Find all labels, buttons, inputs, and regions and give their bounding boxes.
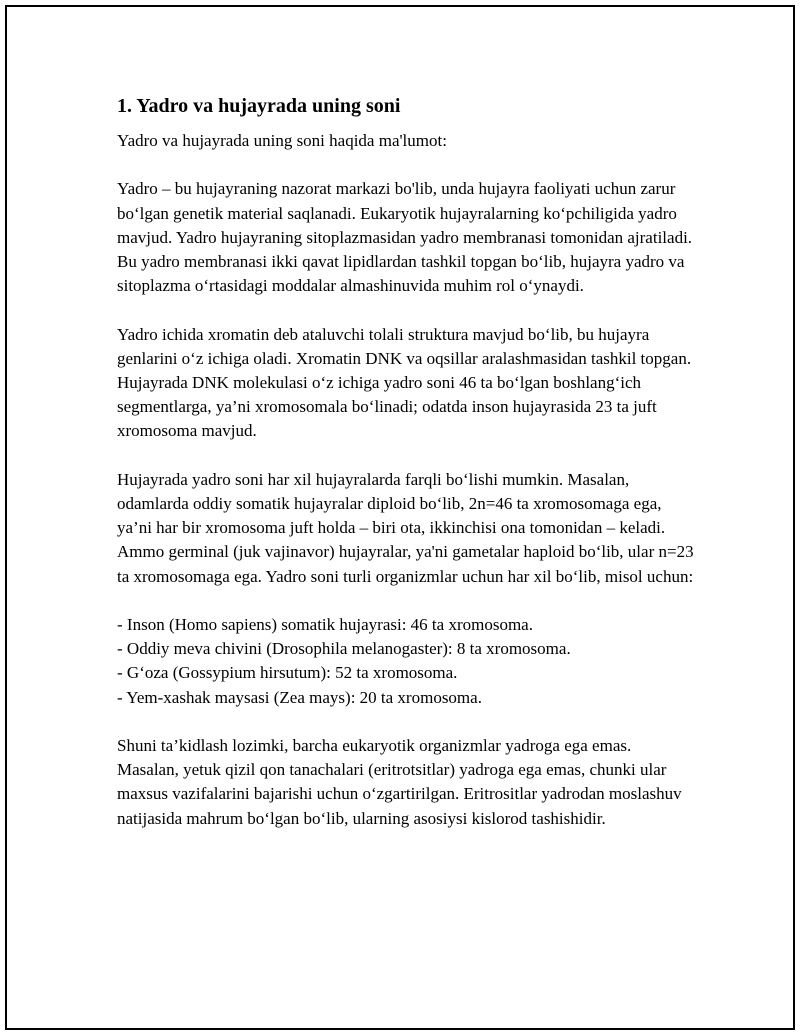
list-item: - Oddiy meva chivini (Drosophila melanogaster): 8 ta xromosoma. [117,639,571,659]
organism-list [117,613,697,710]
paragraph-chromatin: Yadro ichida xromatin deb ataluvchi tolali struktura mavjud bo‘lib, bu hujayra genlarini o‘z ichiga oladi. Xromatin DNK va oqsillar aralashmasidan tashkil topgan. Hujayrada DNK molekulasi o‘z ichiga yadro soni 46 ta bo‘lgan boshlang‘ich segmentlarga, ya’ni xromosomala bo‘linadi; odatda inson hujayrasida 23 ta juft xromosoma mavjud. [117,324,692,441]
paragraph-nucleus-count: Hujayrada yadro soni har xil hujayralarda farqli bo‘lishi mumkin. Masalan, odamlarda oddiy somatik hujayralar diploid bo‘lib, 2n=46 ta xromosomaga ega, ya’ni har bir xromosoma juft holda – biri ota, ikkinchisi ona tomonidan – keladi. Ammo germinal (juk vajinavor) hujayralar, ya'ni gametalar haploid bo‘lib, ular n=23 ta xromosomaga ega. Yadro soni turli organizmlar uchun har xil bo‘lib, misol uchun: [117,469,694,586]
section-heading: 1. Yadro va hujayrada uning soni [117,95,401,117]
paragraph-closing: Shuni ta’kidlash lozimki, barcha eukaryotik organizmlar yadroga ega emas. Masalan, yetuk qizil qon tanachalari (eritrotsitlar) yadroga ega emas, chunki ular maxsus vazifalarini bajarishi uchun o‘zgartirilgan. Eritrositlar yadrodan moslashuv natijasida mahrum bo‘lgan bo‘lib, ularning asosiysi kislorod tashishidir. [117,736,682,828]
spacer [117,298,697,322]
spacer [117,444,697,468]
list-item: - Inson (Homo sapiens) somatik hujayrasi: 46 ta xromosoma. [117,615,533,634]
list-item: - G‘oza (Gossypium hirsutum): 52 ta xromosoma. [117,663,458,683]
list-item: - Yem-xashak maysasi (Zea mays): 20 ta xromosoma. [117,687,482,707]
spacer [117,153,697,177]
intro-text: Yadro va hujayrada uning soni haqida ma'lumot: [117,131,447,150]
spacer [117,589,697,613]
document-body [117,93,697,831]
paragraph-nucleus-definition: Yadro – bu hujayraning nazorat markazi bo'lib, unda hujayra faoliyati uchun zarur bo‘lgan genetik material saqlanadi. Eukaryotik hujayralarning ko‘pchiligida yadro mavjud. Yadro hujayraning sitoplazmasidan yadro membranasi tomonidan ajratiladi. Bu yadro membranasi ikki qavat lipidlardan tashkil topgan bo‘lib, hujayra yadro va sitoplazma o‘rtasidagi moddalar almashinuvida muhim rol o‘ynaydi. [117,179,693,296]
spacer [117,710,697,734]
